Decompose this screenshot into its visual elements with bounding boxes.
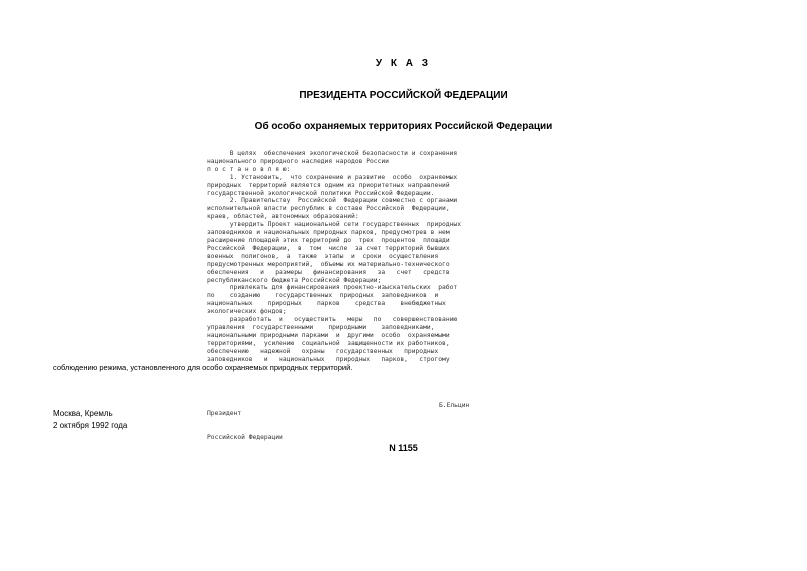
body-line: расширение площадей этих территорий до трех процентов площади (207, 236, 450, 244)
body-line: национального природного наследия народов России (207, 157, 389, 165)
body-line: п о с т а н о в л я ю: (207, 165, 291, 173)
signatory-title (207, 394, 472, 449)
signatory-title-line: Президент (207, 409, 242, 417)
signatory-name: Б.Ельцин (439, 402, 470, 409)
signing-place: Москва, Кремль (53, 409, 113, 418)
body-line: государственной экологической политики Российской Федерации. (207, 189, 435, 197)
body-line: управления государственными природными заповедниками, (207, 323, 435, 331)
body-line: краев, областей, автономных образований: (207, 213, 359, 221)
body-line: обеспечению надежной охраны государственных природных (207, 347, 439, 355)
body-line: Российской Федерации, в том числе за счет территорий бывших (207, 244, 450, 252)
body-line: 2. Правительству Российской Федерации совместно с органами (207, 197, 458, 205)
issuer-heading: ПРЕЗИДЕНТА РОССИЙСКОЙ ФЕДЕРАЦИИ (299, 90, 508, 101)
decree-number: N 1155 (389, 443, 418, 453)
body-line: заповедников и национальных природных парков, предусмотрев в нем (207, 229, 450, 237)
decree-heading: У К А З (375, 58, 432, 69)
decree-body (207, 150, 472, 363)
signatory-title-line: Российской Федерации (207, 433, 283, 441)
body-line: по созданию государственных природных заповедников и (207, 292, 439, 300)
body-line: национальными природными парками и другими особо охраняемыми (207, 331, 450, 339)
body-line: заповедников и национальных природных парков, строгому (207, 355, 450, 363)
body-line: экологических фондов; (207, 308, 287, 316)
document-title: Об особо охраняемых территориях Российской Федерации (254, 121, 553, 132)
body-line: разработать и осуществить меры по совершенствованию (207, 316, 458, 324)
body-line: предусмотренных мероприятий, объемы их материально-технического (207, 260, 450, 268)
body-line: республиканского бюджета Российской Федерации; (207, 276, 382, 284)
body-line: военных полигонов, а также этапы и сроки осуществления (207, 252, 439, 260)
body-line: утвердить Проект национальной сети государственных природных (207, 221, 462, 229)
body-final-line: соблюдению режима, установленного для особо охраняемых природных территорий. (53, 363, 353, 372)
body-line: природных территорий является одним из приоритетных направлений (207, 181, 450, 189)
body-line: привлекать для финансирования проектно-изыскательских работ (207, 284, 458, 292)
body-line: территориями, усилению социальной защищенности их работников, (207, 339, 450, 347)
body-line: 1. Установить, что сохранение и развитие особо охраняемых (207, 173, 458, 181)
body-line: обеспечения и размеры финансирования за счет средств (207, 268, 450, 276)
body-line: национальных природных парков средства внебюджетных (207, 300, 446, 308)
body-line: исполнительной власти республик в составе Российской Федерации, (207, 205, 450, 213)
body-line: В целях обеспечения экологической безопасности и сохранения (207, 150, 458, 157)
signing-date: 2 октября 1992 года (53, 421, 128, 430)
